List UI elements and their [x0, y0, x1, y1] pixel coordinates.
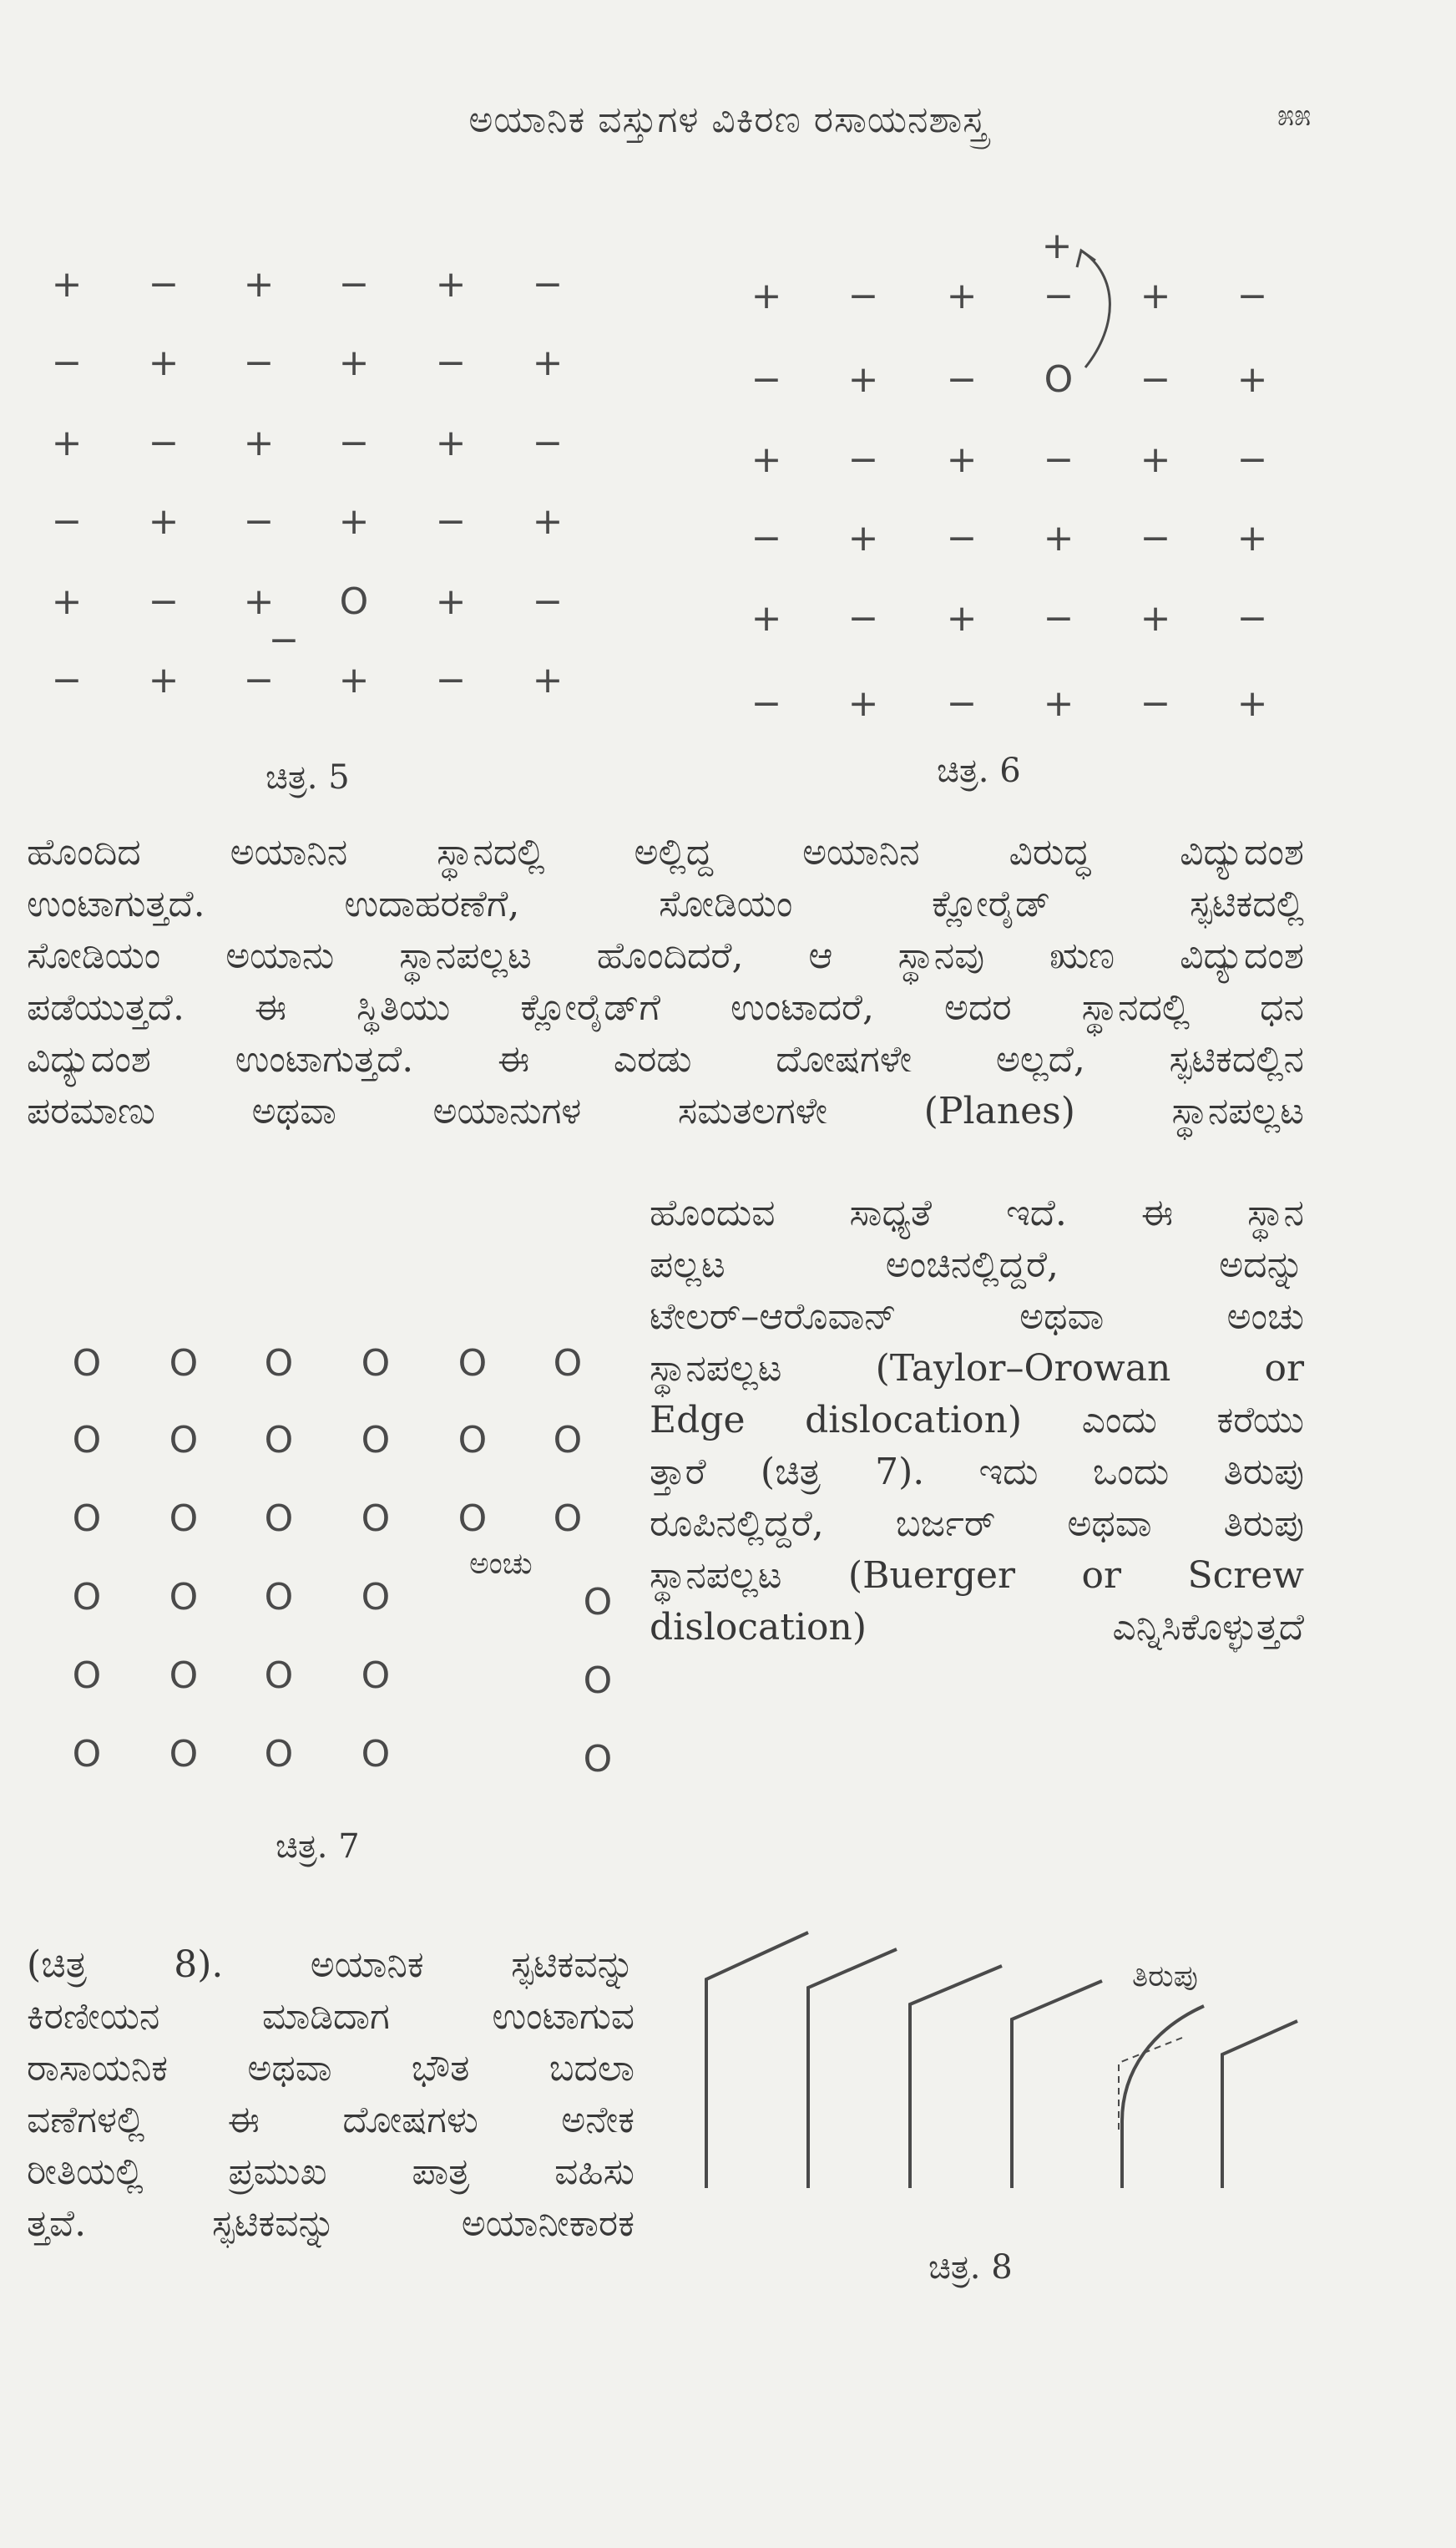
- ion: −: [946, 358, 978, 401]
- text-line: ವಿದ್ಯುದಂಶ ಉಂಟಾಗುತ್ತದೆ. ಈ ಎರಡು ದೋಷಗಳೇ ಅಲ್ಲದೆ, ಸ್ಫಟಿಕದಲ್ಲಿನ: [27, 1038, 1304, 1081]
- atom: O: [72, 1342, 102, 1385]
- atom: O: [169, 1733, 199, 1775]
- ion: +: [243, 580, 275, 623]
- atom: O: [361, 1654, 391, 1697]
- ion: −: [1043, 438, 1074, 481]
- atom: O: [264, 1654, 294, 1697]
- ion: +: [338, 500, 370, 543]
- ion: −: [435, 342, 467, 384]
- text-line: dislocation) ಎನ್ನಿಸಿಕೊಳ್ಳುತ್ತದೆ: [650, 1606, 1304, 1649]
- ion: +: [1140, 275, 1171, 317]
- ion: −: [946, 517, 978, 560]
- vacancy: O: [339, 580, 369, 623]
- atom: O: [264, 1419, 294, 1461]
- atom: O: [361, 1419, 391, 1461]
- text-line: ಕಿರಣೀಯನ ಮಾಡಿದಾಗ ಉಂಟಾಗುವ: [27, 1995, 634, 2038]
- ion: −: [51, 342, 83, 384]
- text-line: ರೂಪಿನಲ್ಲಿದ್ದರೆ, ಬರ್ಜರ್ ಅಥವಾ ತಿರುಪು: [650, 1502, 1304, 1545]
- text-line: ರಾಸಾಯನಿಕ ಅಥವಾ ಭೌತ ಬದಲಾ: [27, 2047, 634, 2090]
- text-line: ಹೊಂದುವ ಸಾಧ್ಯತೆ ಇದೆ. ಈ ಸ್ಥಾನ: [650, 1192, 1304, 1234]
- ion: −: [338, 263, 370, 306]
- atom: O: [264, 1497, 294, 1540]
- text-line: ಸ್ಥಾನಪಲ್ಲಟ (Buerger or Screw: [650, 1554, 1304, 1597]
- page-number: ೫೫: [1277, 99, 1312, 133]
- text-line: ವಣೆಗಳಲ್ಲಿ ಈ ದೋಷಗಳು ಅನೇಕ: [27, 2099, 634, 2141]
- text-line: ಹೊಂದಿದ ಅಯಾನಿನ ಸ್ಥಾನದಲ್ಲಿ ಅಲ್ಲಿದ್ದ ಅಯಾನಿನ ವಿರುದ್ಧ ವಿದ್ಯುದಂಶ: [27, 831, 1304, 874]
- ion: +: [532, 500, 564, 543]
- ion: −: [148, 580, 179, 623]
- atom: O: [169, 1654, 199, 1697]
- ion: −: [946, 682, 978, 725]
- ion: +: [51, 422, 83, 464]
- ion: +: [435, 580, 467, 623]
- ion: +: [243, 263, 275, 306]
- ion: −: [532, 263, 564, 306]
- ion: −: [243, 342, 275, 384]
- atom: O: [72, 1419, 102, 1461]
- ion: +: [1236, 358, 1268, 401]
- text-line: Edge dislocation) ಎಂದು ಕರೆಯು: [650, 1399, 1304, 1441]
- atom: O: [169, 1576, 199, 1618]
- ion: −: [751, 682, 782, 725]
- ion: −: [532, 580, 564, 623]
- ion: −: [435, 659, 467, 702]
- atom: O: [72, 1576, 102, 1618]
- ion: +: [847, 517, 879, 560]
- ion: +: [1140, 597, 1171, 640]
- ion: −: [847, 597, 879, 640]
- ion: +: [338, 342, 370, 384]
- atom: O: [458, 1419, 488, 1461]
- atom: O: [553, 1419, 583, 1461]
- ion: −: [1236, 275, 1268, 317]
- ion: −: [1236, 438, 1268, 481]
- atom: O: [169, 1342, 199, 1385]
- ion: −: [1043, 597, 1074, 640]
- ion: +: [532, 659, 564, 702]
- atom: O: [169, 1497, 199, 1540]
- ion: −: [1140, 682, 1171, 725]
- plane-5-screw: [1122, 2006, 1204, 2188]
- text-line: ತ್ತಾರೆ (ಚಿತ್ರ 7). ಇದು ಒಂದು ತಿರುಪು: [650, 1451, 1304, 1493]
- ion: −: [847, 275, 879, 317]
- ion: +: [148, 500, 179, 543]
- atom: O: [553, 1497, 583, 1540]
- figure-7-edge-label: ಅಂಚು: [469, 1547, 533, 1581]
- ion: +: [243, 422, 275, 464]
- ion: +: [148, 659, 179, 702]
- atom: O: [264, 1342, 294, 1385]
- atom: O: [264, 1733, 294, 1775]
- plane-2: [808, 1949, 897, 2188]
- text-line: ಟೇಲರ್–ಆರೊವಾನ್ ಅಥವಾ ಅಂಚು: [650, 1295, 1304, 1338]
- ion: +: [1236, 517, 1268, 560]
- ion: −: [1140, 517, 1171, 560]
- displaced-ion: −: [268, 619, 300, 661]
- figure-8-diagram: [685, 1912, 1302, 2213]
- figure-6-caption: ಚಿತ್ರ. 6: [937, 752, 1021, 790]
- ion: −: [1236, 597, 1268, 640]
- paragraph-3: [27, 1939, 634, 2250]
- atom: O: [361, 1576, 391, 1618]
- ion: −: [243, 500, 275, 543]
- ion: +: [148, 342, 179, 384]
- ion: +: [1043, 517, 1074, 560]
- ion: +: [532, 342, 564, 384]
- ion: −: [1140, 358, 1171, 401]
- ion: −: [243, 659, 275, 702]
- text-line: ಸ್ಥಾನಪಲ್ಲಟ (Taylor–Orowan or: [650, 1347, 1304, 1390]
- ion: +: [847, 682, 879, 725]
- ion: +: [51, 580, 83, 623]
- ion: +: [51, 263, 83, 306]
- text-line: ತ್ತವೆ. ಸ್ಫಟಿಕವನ್ನು ಅಯಾನೀಕಾರಕ: [27, 2202, 634, 2245]
- ion: −: [751, 358, 782, 401]
- ion: +: [751, 597, 782, 640]
- atom: O: [583, 1659, 613, 1702]
- vacancy: O: [1044, 358, 1074, 401]
- ion: +: [946, 597, 978, 640]
- atom: O: [361, 1342, 391, 1385]
- atom: O: [361, 1497, 391, 1540]
- atom: O: [72, 1654, 102, 1697]
- ion: +: [1236, 682, 1268, 725]
- ion: +: [1140, 438, 1171, 481]
- ion: +: [338, 659, 370, 702]
- plane-3: [910, 1966, 1002, 2188]
- figure-5-caption: ಚಿತ್ರ. 5: [265, 758, 350, 797]
- ion: +: [1043, 682, 1074, 725]
- figure-8-screw-label: ತಿರುಪು: [1132, 1959, 1198, 1993]
- ion: −: [435, 500, 467, 543]
- atom: O: [458, 1497, 488, 1540]
- atom: O: [72, 1497, 102, 1540]
- displaced-ion: +: [1041, 225, 1073, 267]
- ion: −: [148, 263, 179, 306]
- atom: O: [583, 1738, 613, 1781]
- ion: +: [435, 422, 467, 464]
- atom: O: [72, 1733, 102, 1775]
- ion: −: [1043, 275, 1074, 317]
- atom: O: [583, 1581, 613, 1624]
- ion: +: [435, 263, 467, 306]
- ion: −: [51, 659, 83, 702]
- ion: −: [148, 422, 179, 464]
- ion: −: [751, 517, 782, 560]
- text-line: ಪರಮಾಣು ಅಥವಾ ಅಯಾನುಗಳ ಸಮತಲಗಳೇ (Planes) ಸ್ಥಾನಪಲ್ಲಟ: [27, 1090, 1304, 1132]
- ion: +: [751, 275, 782, 317]
- plane-1: [706, 1933, 808, 2188]
- plane-4: [1012, 1981, 1102, 2188]
- text-line: ಪಲ್ಲಟ ಅಂಚಿನಲ್ಲಿದ್ದರೆ, ಅದನ್ನು: [650, 1244, 1304, 1286]
- figure-7-caption: ಚಿತ್ರ. 7: [276, 1827, 360, 1866]
- text-line: ಉಂಟಾಗುತ್ತದೆ. ಉದಾಹರಣೆಗೆ, ಸೋಡಿಯಂ ಕ್ಲೋರೈಡ್ ಸ್ಫಟಿಕದಲ್ಲಿ: [27, 883, 1304, 925]
- atom: O: [264, 1576, 294, 1618]
- atom: O: [361, 1733, 391, 1775]
- atom: O: [169, 1419, 199, 1461]
- ion: +: [847, 358, 879, 401]
- ion: −: [532, 422, 564, 464]
- running-head: ಅಯಾನಿಕ ವಸ್ತುಗಳ ವಿಕಿರಣ ರಸಾಯನಶಾಸ್ತ್ರ: [468, 99, 988, 141]
- atom: O: [553, 1342, 583, 1385]
- plane-6: [1222, 2021, 1297, 2188]
- ion: +: [946, 438, 978, 481]
- ion: +: [751, 438, 782, 481]
- ion: −: [338, 422, 370, 464]
- ion: −: [847, 438, 879, 481]
- figure-8-caption: ಚಿತ್ರ. 8: [928, 2248, 1013, 2287]
- text-line: ರೀತಿಯಲ್ಲಿ ಪ್ರಮುಖ ಪಾತ್ರ ವಹಿಸು: [27, 2150, 634, 2193]
- ion: −: [51, 500, 83, 543]
- text-line: ಸೋಡಿಯಂ ಅಯಾನು ಸ್ಥಾನಪಲ್ಲಟ ಹೊಂದಿದರೆ, ಆ ಸ್ಥಾನವು ಋಣ ವಿದ್ಯುದಂಶ: [27, 935, 1304, 977]
- text-line: (ಚಿತ್ರ 8). ಅಯಾನಿಕ ಸ್ಫಟಿಕವನ್ನು: [27, 1943, 634, 1986]
- atom: O: [458, 1342, 488, 1385]
- ion: +: [946, 275, 978, 317]
- text-line: ಪಡೆಯುತ್ತದೆ. ಈ ಸ್ಥಿತಿಯು ಕ್ಲೋರೈಡ್‌ಗೆ ಉಂಟಾದರೆ, ಅದರ ಸ್ಥಾನದಲ್ಲಿ ಧನ: [27, 986, 1304, 1029]
